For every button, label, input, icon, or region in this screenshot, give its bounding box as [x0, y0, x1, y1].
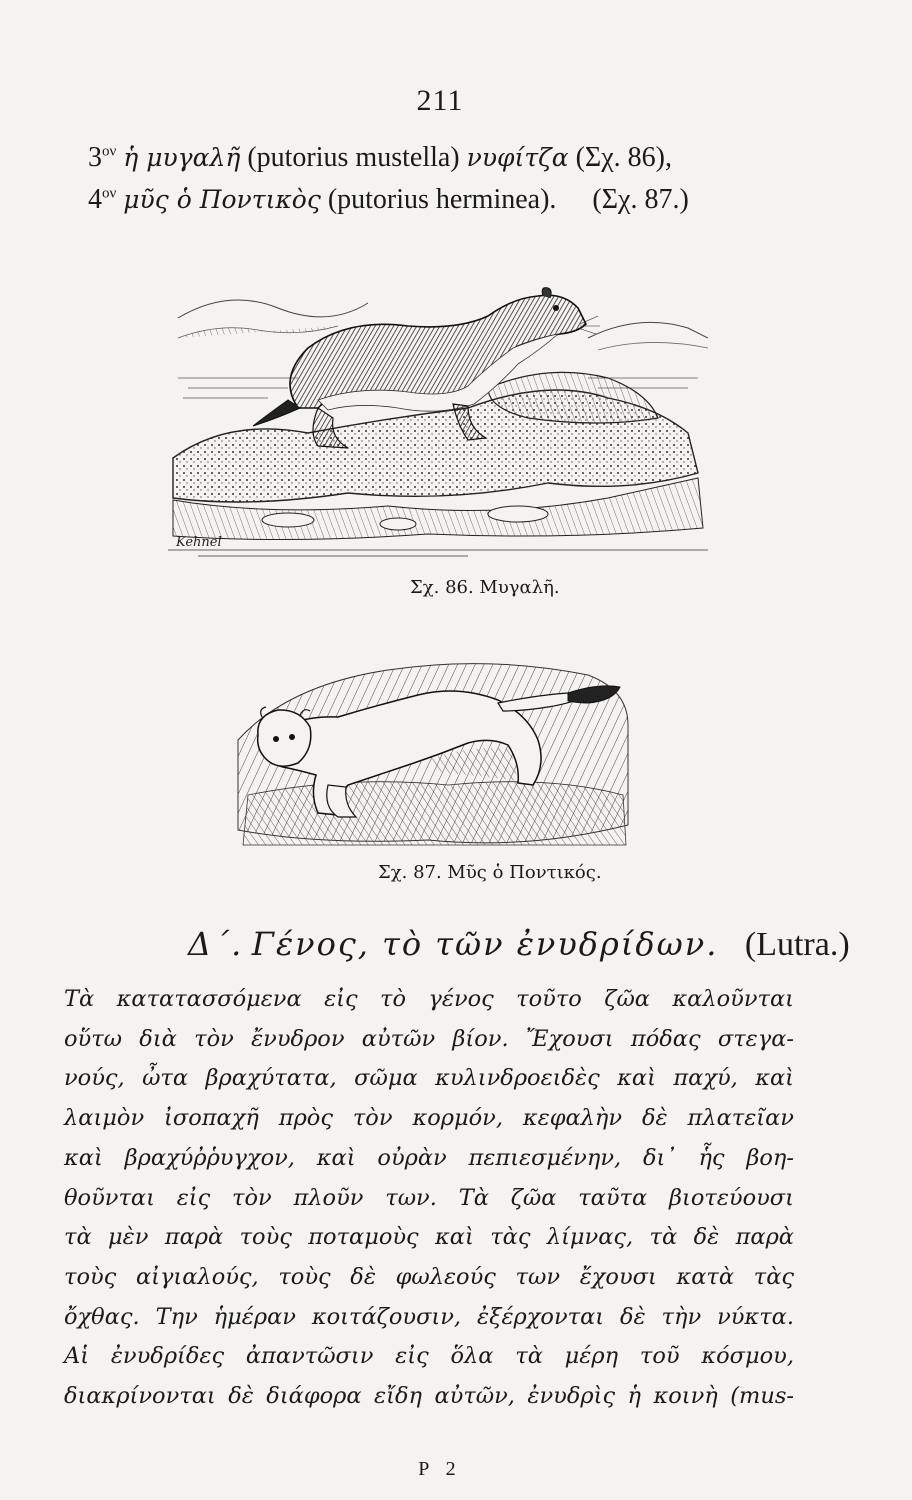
text-line: θοῦνται εἰς τὸν πλοῦν των. Τὰ ζῶα ταῦτα βιοτεύουσι — [64, 1184, 794, 1211]
greek-name: μῦς ὁ Ποντικὸς — [123, 185, 321, 214]
ordinal-suffix: ον — [102, 143, 117, 160]
figure-87-caption: Σχ. 87. Μῦς ὁ Ποντικός. — [378, 862, 602, 883]
text-line: καὶ βραχύῤῥυγχον, καὶ οὐρὰν πεπιεσμένην, δι᾽ ἧς βοη- — [64, 1144, 794, 1171]
figure-87-ermine-engraving — [228, 645, 632, 855]
text-line: Αἱ ἐνυδρίδες ἀπαντῶσιν εἰς ὅλα τὰ μέρη τοῦ κόσμου, — [64, 1343, 794, 1370]
body-paragraph — [64, 980, 794, 1417]
section-heading — [188, 925, 850, 964]
text-line: τὰ μὲν παρὰ τοὺς ποταμοὺς καὶ τὰς λίμνας, τὰ δὲ παρὰ — [64, 1224, 794, 1251]
section-greek-title: Γένος, τὸ τῶν ἐνυδρίδων. — [251, 925, 719, 963]
weasel-illustration — [168, 268, 708, 564]
vernacular-name: νυφίτζα — [466, 143, 569, 172]
ordinal: 3 — [88, 142, 102, 173]
ordinal-suffix: ον — [102, 185, 117, 202]
figure-86-weasel-engraving — [168, 268, 708, 564]
figure-reference: (Σχ. 87.) — [592, 184, 689, 215]
figure-86-caption: Σχ. 86. Μυγαλῆ. — [410, 577, 560, 598]
text-line: λαιμὸν ἰσοπαχῆ πρὸς τὸν κορμόν, κεφαλὴν δὲ πλατεῖαν — [64, 1105, 794, 1132]
ordinal: 4 — [88, 184, 102, 215]
list-item-4 — [88, 184, 689, 216]
section-letter: Δ΄. — [188, 925, 244, 963]
text-line: Τὰ κατατασσόμενα εἰς τὸ γένος τοῦτο ζῶα καλοῦνται — [64, 986, 794, 1012]
text-line: τοὺς αἰγιαλούς, τοὺς δὲ φωλεούς των ἔχουσι κατὰ τὰς — [64, 1263, 794, 1290]
text-line: νούς, ὦτα βραχύτατα, σῶμα κυλινδροειδὲς καὶ παχύ, καὶ — [64, 1065, 794, 1092]
page-number: 211 — [416, 84, 464, 117]
text-line: ὄχθας. Την ἡμέραν κοιτάζουσιν, ἐξέρχονται δὲ τὴν νύκτα. — [64, 1303, 794, 1330]
engraver-signature: Kehnel — [176, 535, 222, 550]
text-line: οὕτω διὰ τὸν ἔνυδρον αὐτῶν βίον. Ἔχουσι πόδας στεγα- — [64, 1025, 794, 1052]
latin-name: (putorius mustella) — [247, 142, 460, 173]
list-item-3 — [88, 142, 672, 174]
text-line: διακρίνονται δὲ διάφορα εἴδη αὐτῶν, ἐνυδρὶς ἡ κοινὴ (mus- — [64, 1383, 794, 1410]
signature-mark: P 2 — [418, 1458, 462, 1480]
latin-name: (putorius herminea). — [327, 184, 557, 215]
section-latin-title: (Lutra.) — [744, 926, 850, 963]
greek-name: ἡ μυγαλῆ — [123, 143, 241, 172]
figure-reference: (Σχ. 86), — [575, 142, 672, 173]
ermine-illustration — [228, 645, 632, 855]
